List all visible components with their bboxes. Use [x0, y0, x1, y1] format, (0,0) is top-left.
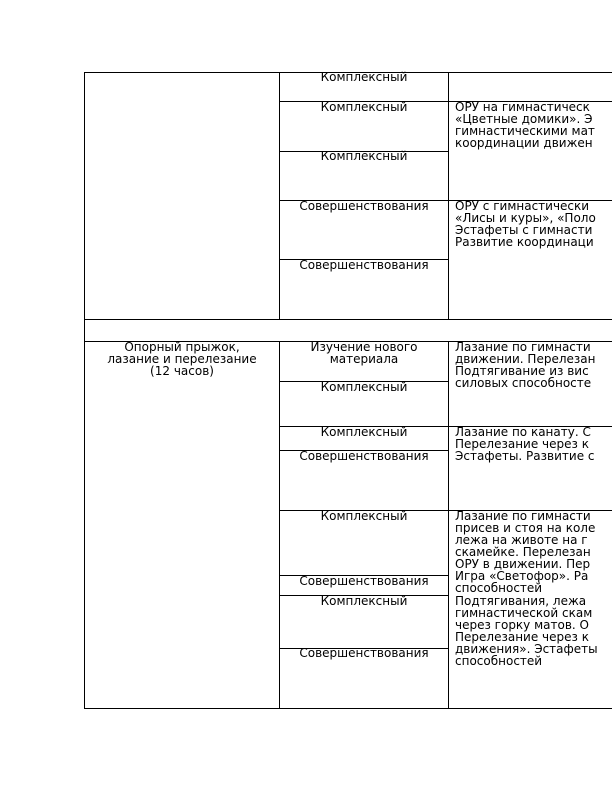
- lesson-content-line: через горку матов. О: [455, 618, 589, 632]
- section-title-line: лазание и перелезание: [107, 352, 257, 366]
- lesson-type-cell: Комплексный: [320, 149, 408, 163]
- lesson-type-cell: Совершенствования: [299, 199, 429, 213]
- lesson-content-line: Перелезание через к: [455, 437, 589, 451]
- lesson-content-line: ОРУ на гимнастическ: [455, 100, 590, 114]
- lesson-type-cell: Комплексный: [320, 380, 408, 394]
- lesson-content-line: лежа на животе на г: [455, 533, 588, 547]
- lesson-content-line: Лазание по канату. С: [455, 425, 591, 439]
- lesson-content-line: Лазание по гимнасти: [455, 509, 591, 523]
- lesson-content-line: Игра «Светофор». Ра: [455, 569, 589, 583]
- lesson-type-cell: Комплексный: [320, 425, 408, 439]
- lesson-content-line: движении. Перелезан: [455, 352, 596, 366]
- table-bottom-border: [84, 708, 612, 709]
- lesson-content-line: гимнастической скам: [455, 606, 593, 620]
- lesson-type-cell: Комплексный: [320, 100, 408, 114]
- lesson-type-cell: Изучение нового: [310, 340, 418, 354]
- lesson-content-line: ОРУ с гимнастически: [455, 199, 590, 213]
- lesson-type-cell: Совершенствования: [299, 449, 429, 463]
- lesson-content-line: Лазание по гимнасти: [455, 340, 591, 354]
- lesson-content-line: Подтягивания, лежа: [455, 594, 587, 608]
- lesson-content-line: Эстафеты. Развитие с: [455, 449, 595, 463]
- lesson-content-line: координации движен: [455, 136, 593, 150]
- lesson-content-line: гимнастическими мат: [455, 124, 595, 138]
- lesson-content-line: ОРУ в движении. Пер: [455, 557, 591, 571]
- lesson-content-line: силовых способносте: [455, 376, 592, 390]
- lesson-type-cell: Комплексный: [320, 509, 408, 523]
- column-divider-2: [448, 341, 449, 709]
- lesson-type-cell: Комплексный: [320, 594, 408, 608]
- lesson-type-cell: Комплексный: [320, 70, 408, 84]
- lesson-content-line: «Лисы и куры», «Поло: [455, 211, 596, 225]
- lesson-type-cell: материала: [329, 352, 399, 366]
- lesson-content-line: способностей: [455, 654, 543, 668]
- lesson-type-cell: Совершенствования: [299, 574, 429, 588]
- lesson-type-cell: Совершенствования: [299, 258, 429, 272]
- lesson-content-line: способностей: [455, 581, 543, 595]
- table-left-border: [84, 72, 85, 709]
- section-title-line: Опорный прыжок,: [124, 340, 240, 354]
- lesson-content-line: присев и стоя на коле: [455, 521, 596, 535]
- lesson-content-line: Эстафеты с гимнасти: [455, 223, 593, 237]
- column-divider-2: [448, 72, 449, 320]
- lesson-content-line: Развитие координаци: [455, 235, 594, 249]
- section-title-line: (12 часов): [150, 364, 214, 378]
- lesson-content-line: Подтягивание из вис: [455, 364, 589, 378]
- table-border-block1-bottom: [84, 319, 612, 320]
- lesson-content-line: движения». Эстафеты: [455, 642, 598, 656]
- lesson-content-line: скамейке. Перелезан: [455, 545, 591, 559]
- lesson-content-line: Перелезание через к: [455, 630, 589, 644]
- lesson-content-line: «Цветные домики». Э: [455, 112, 593, 126]
- lesson-type-cell: Совершенствования: [299, 646, 429, 660]
